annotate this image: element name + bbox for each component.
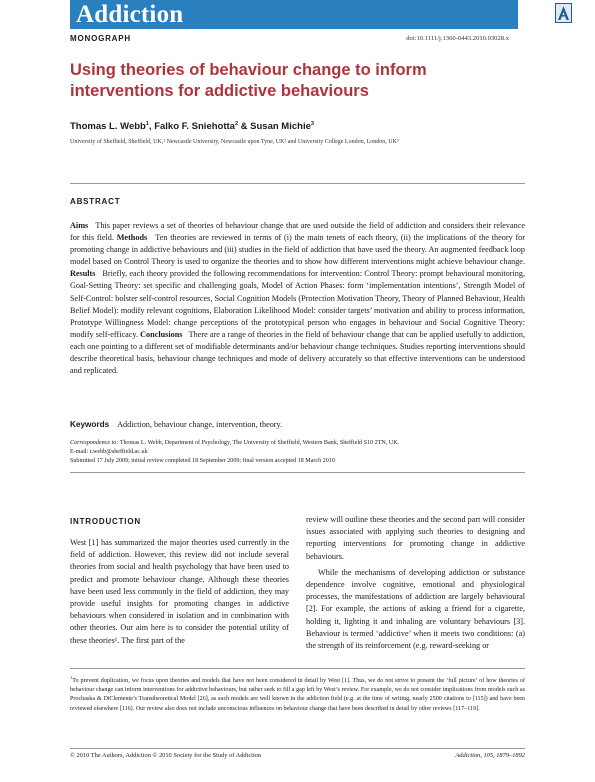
journal-citation: Addiction, 105, 1879–1892 bbox=[455, 752, 525, 759]
author-affil-marker: 3 bbox=[310, 121, 314, 127]
author-separator: , bbox=[148, 121, 155, 133]
introduction-heading: INTRODUCTION bbox=[70, 517, 141, 526]
journal-banner bbox=[70, 0, 518, 29]
introduction-left-paragraph: West [1] has summarized the major theories used currently in the field of addiction. However, this review did not include several theories from social and health psychology that have been used to predict and promote behaviour change. Although these theories have been used less commonly in the field of addiction, they may provide useful insights for promoting changes in addictive behaviours when considered in isolation and in combination with other theories. Our aim here is to consider the potential utility of these theories¹. The first part of the bbox=[70, 538, 289, 645]
footer-divider bbox=[70, 748, 525, 749]
abstract-heading: ABSTRACT bbox=[70, 197, 121, 206]
paper-title: Using theories of behaviour change to inform interventions for addictive behaviours bbox=[70, 61, 427, 100]
abstract-results-text: Briefly, each theory provided the following recommendations for intervention: Control Theory: prompt behavioural monitoring, Goal-Setting Theory: set specific and challenging goals, Model of Action Phases: form ‘implementation intentions’, Strength Model of Self-Control: bolster self-control resources, Social Cognition Models (Protection Motivation Theory, Theory of Planned Behaviour, Health Belief Model): modify relevant cognitions, Elaboration Likelihood Model: consider targets’ motivation and ability to process information, Prototype Willingness Model: change perceptions of the prototypical person who engages in behaviour and Social Cognitive Theory: modify self-efficacy. bbox=[70, 269, 526, 339]
footnote-divider bbox=[70, 668, 525, 669]
keywords-text: Addiction, behaviour change, intervention, theory. bbox=[117, 420, 283, 429]
introduction-right-paragraph: review will outline these theories and the second part will consider issues associated with applying such theories to designing and reporting interventions for promoting change in addictive behaviours. bbox=[306, 515, 525, 561]
affiliations: University of Sheffield, Sheffield, UK,¹ Newcastle University, Newcastle upon Tyne, UK² and University College London, London, UK³ bbox=[70, 139, 399, 145]
copyright: © 2010 The Authors, Addiction © 2010 Society for the Study of Addiction bbox=[70, 752, 262, 759]
correspondence bbox=[70, 439, 525, 466]
section-type: MONOGRAPH bbox=[70, 34, 131, 43]
author-name: Susan Michie bbox=[250, 121, 311, 133]
author-affil-marker: 2 bbox=[234, 121, 239, 127]
abstract-label-methods: Methods bbox=[116, 233, 148, 243]
correspondence-address: Thomas L. Webb, Department of Psychology, The University of Sheffield, Western Bank, Sheffield S10 2TN, UK. bbox=[119, 440, 400, 446]
footnote-text: To prevent duplication, we focus upon theories and models that have not been considered in detail by West [1]. Thus, we do not strive to present the ‘full picture’ of how theories of behaviour change can inform interventions for addictive behaviours, but rather seek to fill a gap left by West’s review. For example, we do not consider implications from models such as Prochaska & DiClemente’s Transtheoretical Model [26], as such models are well known in the addiction field (e.g. at the time of writing, nearly 2500 citations to [115]) and have been reviewed elsewhere [116]. Our review also does not include unconscious influences on behaviour change that have been described in detail by other reviews [117–119]. bbox=[70, 678, 525, 712]
abstract-label-results: Results bbox=[70, 269, 96, 279]
submission-dates: Submitted 17 July 2009; initial review completed 18 September 2009; final version accepted 18 March 2010 bbox=[70, 458, 335, 464]
abstract-aims-text: This paper reviews a set of theories of behaviour change that are used outside the field of addiction and considers their relevance for this field. bbox=[70, 221, 525, 243]
journal-name: Addiction bbox=[76, 1, 184, 28]
author-list bbox=[70, 121, 314, 132]
keywords-label: Keywords bbox=[70, 420, 110, 429]
keywords bbox=[70, 420, 525, 429]
ssa-logo-icon bbox=[555, 3, 572, 23]
footnote-marker: 1 bbox=[70, 675, 73, 680]
section-divider bbox=[70, 472, 525, 473]
abstract-label-aims: Aims bbox=[70, 221, 89, 230]
abstract-label-conclusions: Conclusions bbox=[140, 329, 183, 339]
correspondence-email[interactable]: E-mail: t.webb@sheffield.ac.uk bbox=[70, 449, 148, 455]
introduction-right-column bbox=[306, 514, 525, 652]
author-separator: & bbox=[238, 121, 251, 133]
doi[interactable]: doi:10.1111/j.1360-0443.2010.03028.x bbox=[406, 35, 509, 42]
abstract-methods-text: Ten theories are reviewed in terms of (i) the main tenets of each theory, (ii) the implications of the theory for promoting change in addictive behaviours and (iii) studies in the field of addiction that have used the theory. An augmented feedback loop model based on Control Theory is used to organize the theories and to show how different interventions might achieve behaviour change. bbox=[70, 233, 525, 267]
footnote bbox=[70, 673, 525, 714]
abstract-conclusions-text: There are a range of theories in the field of behaviour change that can be applied usefully to addiction, each one pointing to a different set of modifiable determinants and/or behaviour change techniques. Studies reporting interventions should describe theoretical basis, behaviour change techniques and mode of delivery accurately so that effective interventions can be understood and replicated. bbox=[70, 329, 525, 376]
section-divider bbox=[70, 183, 525, 184]
author-name: Falko F. Sniehotta bbox=[154, 121, 235, 133]
author-affil-marker: 1 bbox=[145, 121, 149, 127]
abstract-body bbox=[70, 220, 525, 377]
correspondence-label: Correspondence to: bbox=[70, 440, 119, 446]
introduction-right-paragraph: While the mechanisms of developing addiction or substance dependence involve cognitive, emotional and physiological processes, the manifestations of addiction are largely behavioural [2]. For example, the actions of asking a friend for a cigarette, holding it, lighting it and inhaling are voluntary behaviours [3]. Behaviour is termed ‘addictive’ when it meets two conditions: (a) the strength of its reinforcement (e.g. reward-seeking or bbox=[306, 567, 525, 651]
author-name: Thomas L. Webb bbox=[70, 121, 146, 133]
